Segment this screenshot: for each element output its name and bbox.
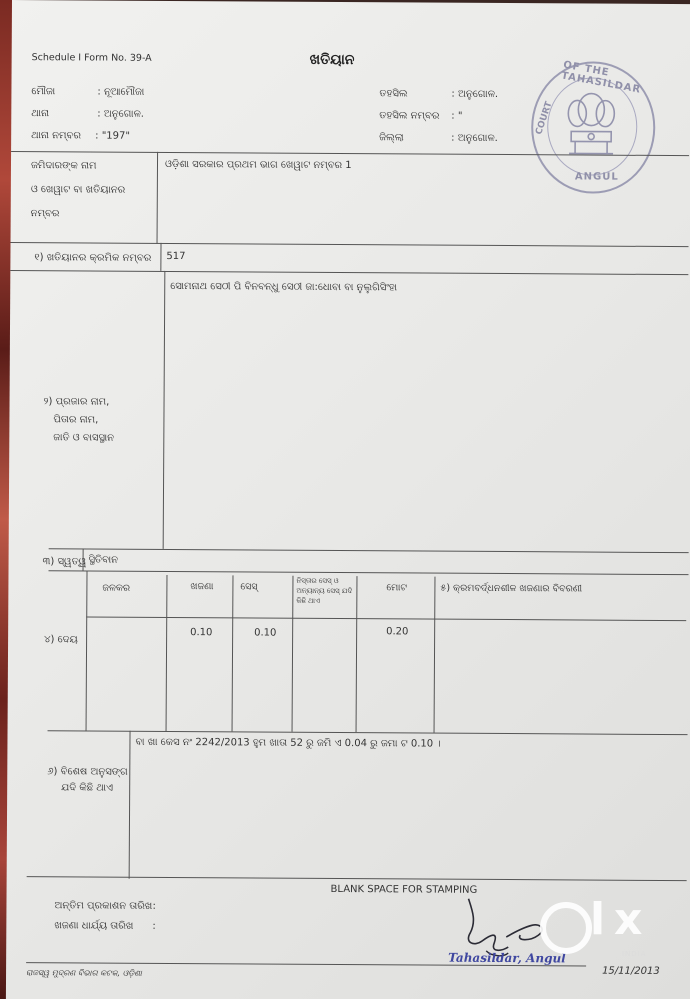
seal-bottom-text: ANGUL — [574, 171, 619, 183]
tahasil-label: ତହସିଲ — [379, 88, 408, 100]
rent-header-water: ଜଳକର — [102, 582, 131, 594]
rule — [356, 576, 358, 732]
swatwa-value: ସ୍ଥିତିବାନ — [88, 554, 119, 566]
rule — [157, 152, 159, 244]
tenant-label-1: ୨) ପ୍ରଜାର ନାମ, — [43, 396, 110, 408]
final-publication-label: ଅନ୍ତିମ ପ୍ରକାଶନ ତାରିଖ — [54, 900, 153, 912]
rule — [11, 242, 689, 247]
rule — [129, 731, 131, 879]
rent-value-cess: 0.10 — [254, 627, 277, 639]
district-label: ଜିଲ୍ଲା — [379, 132, 404, 144]
mouza-value: : ନୂଆମୌଜା — [97, 86, 145, 98]
mouza-label: ମୌଜା — [31, 86, 56, 98]
special-value: ବା ଖା କେସ ନଂ 2242/2013 ହୁମ ଖାତା 52 ରୁ ଜମି ଏ 0.04 ରୁ ଜମା ଟ 0.10 । — [135, 736, 441, 750]
rule — [232, 575, 234, 731]
final-publication-colon: : — [152, 900, 156, 912]
landlord-value: ଓଡ଼ିଶା ସରକାର ପ୍ରଥମ ଭାଗ ଖେୱାଟ ନମ୍ବର 1 — [164, 158, 352, 172]
swatwa-label: ୩) ସ୍ୱତ୍ୱ — [42, 556, 87, 568]
thana-no-label: ଥାନା ନମ୍ବର — [31, 130, 81, 142]
rent-header-progressive: ୫) କ୍ରମବର୍ଦ୍ଧନଶୀଳ ଖଜଣାର ବିବରଣୀ — [440, 582, 583, 595]
special-label-1: ୬) ବିଶେଷ ଅନୁସଙ୍ଗ — [47, 766, 128, 778]
olx-l-glyph: l — [590, 894, 606, 945]
rule — [49, 548, 689, 553]
olx-x-glyph: x — [614, 894, 643, 945]
rent-value-khajana: 0.10 — [190, 627, 213, 639]
rule — [292, 576, 294, 732]
tahasil-no-label: ତହସିଲ ନମ୍ବର — [379, 110, 440, 122]
press-footer: ରାଜସ୍ୱ ମୁଦ୍ରଣ ବିଭାଗ କଟକ, ଓଡ଼ିଶା — [26, 968, 142, 978]
rule — [434, 577, 436, 733]
rule — [160, 243, 161, 271]
special-label-2: ଯଦି କିଛି ଥାଏ — [61, 782, 114, 794]
olx-o-icon — [540, 902, 592, 954]
landlord-label-1: ଜମିଦାରଙ୍କ ନାମ — [30, 160, 97, 172]
rent-header-other-cess: ନିସ୍ତାର ସେସ୍ ଓ ଅନ୍ୟାନ୍ୟ ସେସ୍ ଯଦି କିଛି ଥାଏ — [296, 576, 353, 605]
rule — [163, 271, 166, 549]
rent-value-total: 0.20 — [386, 626, 409, 638]
district-value: : ଅନୁଗୋଳ. — [451, 132, 498, 144]
rent-header-khajana: ଖଜଣା — [190, 581, 214, 593]
landlord-label-3: ନମ୍ବର — [30, 208, 60, 220]
tenant-label-2: ପିତାର ନାମ, — [53, 414, 99, 426]
sign-date: 15/11/2013 — [602, 965, 660, 977]
rule — [86, 570, 88, 730]
seal-top-text: OF THE TAHASILDAR — [560, 59, 642, 96]
rule — [86, 616, 686, 621]
landlord-label-2: ଓ ଖେୱାଟ ବା ଖତିୟାନର — [30, 184, 126, 196]
thana-label: ଥାନା — [31, 108, 50, 120]
rule — [166, 575, 168, 731]
rule — [27, 876, 687, 881]
thana-no-value: : "197" — [95, 130, 131, 142]
stamp-space-label: BLANK SPACE FOR STAMPING — [330, 883, 478, 896]
thana-value: : ଅନୁଗୋଳ. — [97, 108, 145, 120]
watermark-region: INDIA — [622, 950, 647, 958]
rent-header-cess: ସେସ୍ — [240, 581, 258, 593]
rent-header-total: ମୋଟ — [386, 582, 408, 594]
document-title: ଖତିୟାନ — [309, 51, 355, 69]
khatiyan-document — [6, 0, 690, 999]
khatiyan-serial-label: ୧) ଖତିୟାନର କ୍ରମିକ ନମ୍ବର — [34, 252, 152, 264]
form-number: Schedule I Form No. 39-A — [31, 52, 152, 64]
khatiyan-serial-value: 517 — [166, 250, 186, 263]
seal-left-text: COURT — [534, 100, 555, 137]
rule — [49, 570, 689, 575]
tahasil-no-value: : " — [451, 110, 463, 122]
tenant-label-3: ଜାତି ଓ ବାସସ୍ଥାନ — [53, 432, 115, 444]
signature-title: Tahasildar, Angul — [448, 950, 566, 966]
tahasil-value: : ଅନୁଗୋଳ. — [451, 88, 499, 100]
rent-fix-label: ଖଜଣା ଧାର୍ଯ୍ୟ ତାରିଖ — [54, 920, 134, 932]
tahasildar-seal — [531, 61, 656, 194]
rent-fix-colon: : — [152, 920, 156, 932]
rule — [48, 730, 688, 735]
rent-label: ୪) ଦେୟ — [44, 634, 78, 646]
olx-watermark — [530, 896, 680, 956]
rule — [10, 270, 688, 275]
tenant-value: ସୋମନାଥ ସେଠୀ ପି ବିନବନ୍ଧୁ ସେଠୀ ଜା:ଧୋବା ବା ନୁଲୁଗିସିଂହା — [170, 280, 398, 294]
